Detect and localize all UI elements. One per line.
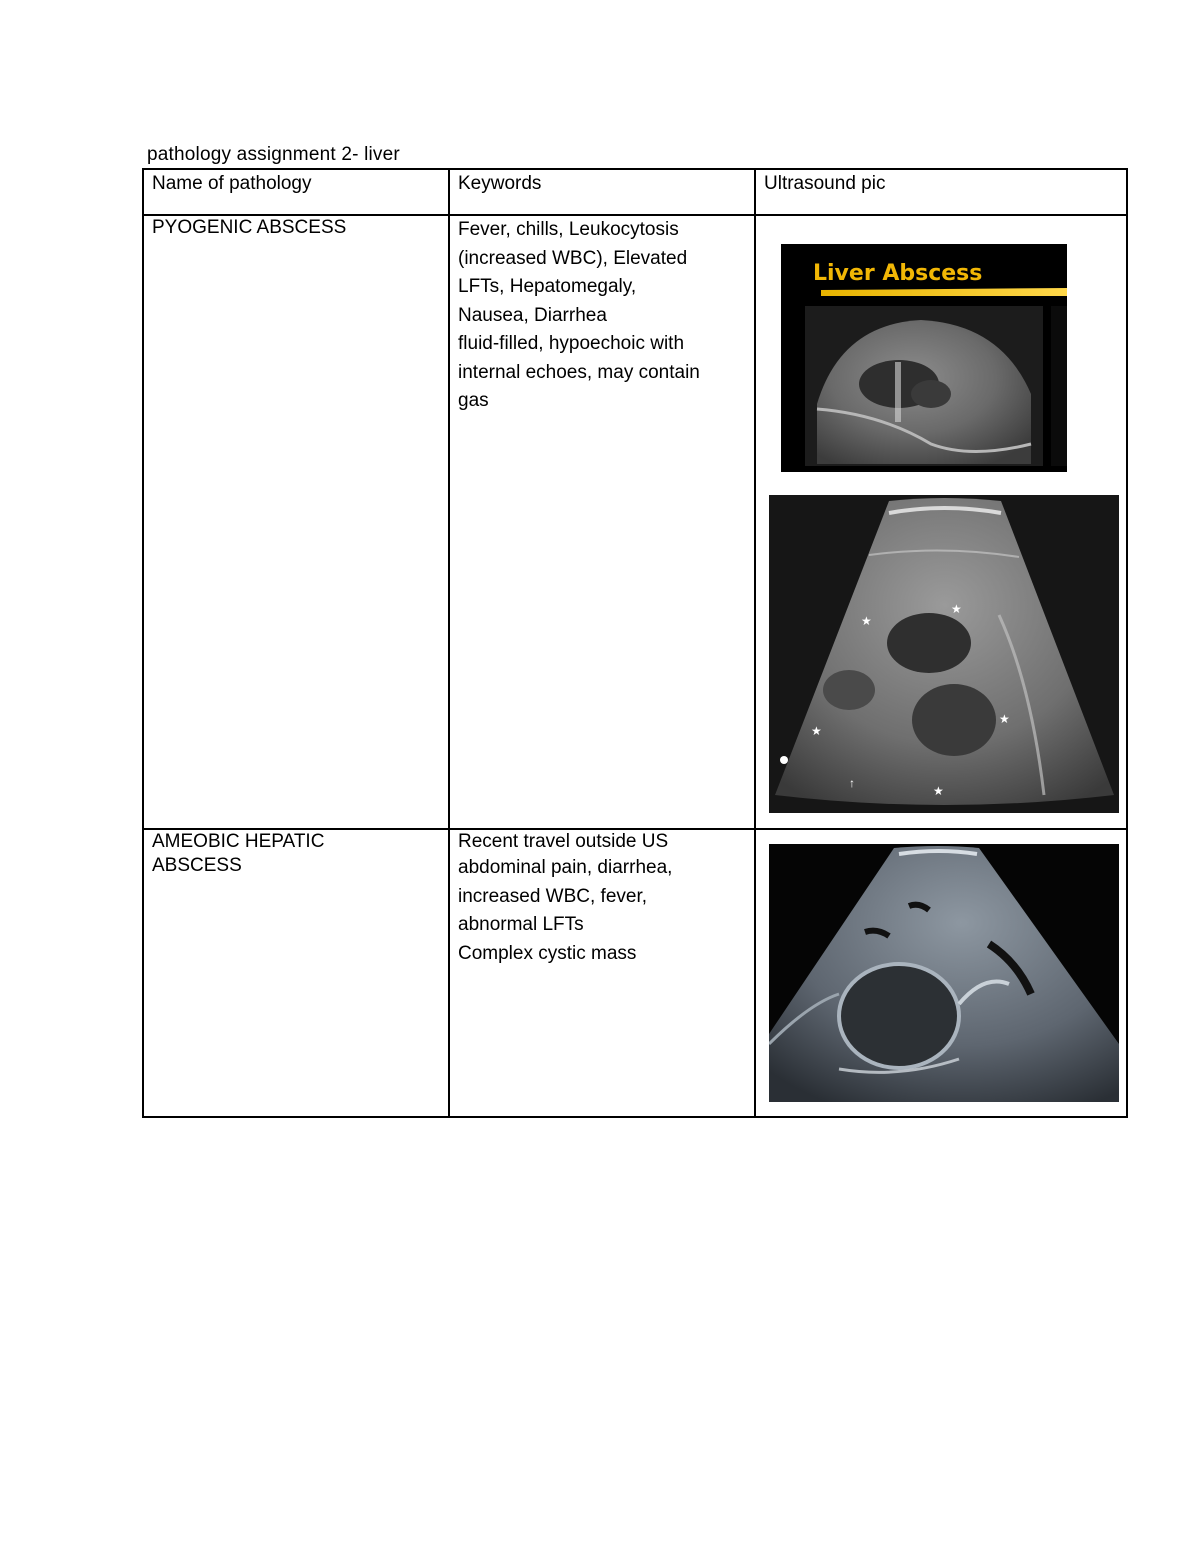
- keyword-line: abdominal pain, diarrhea,: [458, 857, 673, 878]
- ultrasound-cell: [755, 215, 1127, 829]
- pathology-name-cell: [143, 215, 449, 829]
- image-caption: Liver Abscess: [813, 261, 983, 286]
- keyword-line: increased WBC, fever,: [458, 885, 648, 907]
- keyword-line: abnormal LFTs: [458, 914, 584, 935]
- ultrasound-liver-abscess-slide-icon: [781, 244, 1067, 472]
- keyword-line: gas: [458, 390, 489, 411]
- pathology-name: ABSCESS: [152, 855, 242, 876]
- keyword-line: (increased WBC), Elevated: [458, 247, 688, 269]
- keyword-line: internal echoes, may contain: [458, 361, 700, 383]
- svg-text:★: ★: [861, 614, 872, 628]
- ultrasound-cell: [755, 829, 1127, 1117]
- keyword-line: fluid-filled, hypoechoic with: [458, 333, 685, 354]
- keyword-line: Nausea, Diarrhea: [458, 304, 607, 326]
- keyword-line: LFTs, Hepatomegaly,: [458, 276, 637, 297]
- keyword-line: Complex cystic mass: [458, 942, 637, 964]
- pathology-name-cell: [143, 829, 449, 1117]
- pathology-name: AMEOBIC HEPATIC: [152, 831, 325, 852]
- svg-text:↑: ↑: [849, 776, 855, 790]
- page-title: pathology assignment 2- liver: [147, 144, 400, 165]
- svg-text:★: ★: [933, 784, 944, 798]
- ultrasound-multiloculated-abscess-icon: [769, 495, 1119, 813]
- keyword-line: Recent travel outside US: [458, 831, 669, 852]
- svg-text:★: ★: [951, 602, 962, 616]
- table-header-row: [143, 169, 1127, 215]
- keywords-cell: [449, 215, 755, 829]
- header-name-of-pathology: Name of pathology: [143, 169, 449, 215]
- table-row: [143, 215, 1127, 829]
- pathology-name: PYOGENIC ABSCESS: [152, 217, 347, 238]
- ultrasound-amebic-abscess-icon: [769, 844, 1119, 1102]
- svg-text:★: ★: [811, 724, 822, 738]
- keywords-cell: [449, 829, 755, 1117]
- svg-text:★: ★: [999, 712, 1010, 726]
- pathology-table: [142, 168, 1128, 1118]
- header-ultrasound-pic: Ultrasound pic: [755, 169, 1127, 215]
- keyword-line: Fever, chills, Leukocytosis: [458, 219, 679, 240]
- header-keywords: Keywords: [449, 169, 755, 215]
- table-row: [143, 829, 1127, 1117]
